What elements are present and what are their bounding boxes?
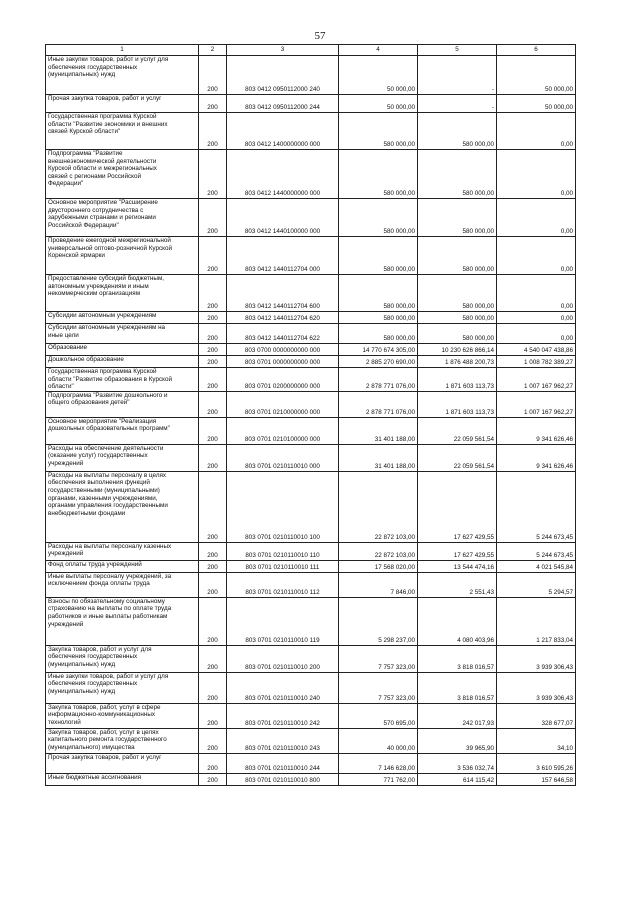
cell-name: Основное мероприятие "Расширение двустороннего сотрудничества с зарубежными странами и регионами Российской Федерации" xyxy=(46,199,199,237)
cell-v4: 580 000,00 xyxy=(339,199,418,237)
table-row xyxy=(46,444,576,471)
cell-code: 803 0701 0210110010 240 xyxy=(227,672,339,703)
table-row xyxy=(46,672,576,703)
cell-v4: 580 000,00 xyxy=(339,275,418,312)
cell-v6: 0,00 xyxy=(497,199,576,237)
cell-v4: 580 000,00 xyxy=(339,113,418,150)
cell-v5: 580 000,00 xyxy=(418,237,497,275)
cell-code: 803 0412 1440112704 600 xyxy=(227,275,339,312)
column-header: 5 xyxy=(418,45,497,56)
cell-grbs: 200 xyxy=(199,356,227,368)
cell-grbs: 200 xyxy=(199,753,227,773)
cell-v4: 31 401 188,00 xyxy=(339,444,418,471)
cell-code: 803 0701 0000000000 000 xyxy=(227,356,339,368)
cell-v5: 580 000,00 xyxy=(418,275,497,312)
cell-grbs: 200 xyxy=(199,672,227,703)
cell-v6: 157 646,58 xyxy=(497,773,576,785)
cell-name: Образование xyxy=(46,344,199,356)
table-row xyxy=(46,728,576,753)
table-row xyxy=(46,199,576,237)
cell-code: 803 0701 0210100000 000 xyxy=(227,417,339,444)
cell-v6: 3 939 306,43 xyxy=(497,672,576,703)
cell-v6: 0,00 xyxy=(497,113,576,150)
cell-code: 803 0701 0200000000 000 xyxy=(227,368,339,392)
cell-v5: 614 115,42 xyxy=(418,773,497,785)
cell-grbs: 200 xyxy=(199,113,227,150)
table-row xyxy=(46,237,576,275)
cell-v6: 34,10 xyxy=(497,728,576,753)
table-row xyxy=(46,344,576,356)
cell-v4: 771 762,00 xyxy=(339,773,418,785)
cell-v5: 22 059 561,54 xyxy=(418,444,497,471)
cell-v4: 22 872 103,00 xyxy=(339,471,418,542)
cell-v5: 13 544 474,16 xyxy=(418,560,497,572)
cell-v5: 580 000,00 xyxy=(418,312,497,324)
cell-v6: 0,00 xyxy=(497,324,576,344)
cell-grbs: 200 xyxy=(199,572,227,597)
cell-name: Закупка товаров, работ, услуг в целях капитального ремонта государственного (муниципального) имущества xyxy=(46,728,199,753)
cell-name: Прочая закупка товаров, работ и услуг xyxy=(46,753,199,773)
table-row xyxy=(46,773,576,785)
table-row xyxy=(46,56,576,95)
cell-grbs: 200 xyxy=(199,150,227,199)
cell-v4: 2 878 771 076,00 xyxy=(339,368,418,392)
cell-code: 803 0701 0210110010 100 xyxy=(227,471,339,542)
cell-v4: 2 885 270 690,00 xyxy=(339,356,418,368)
table-row xyxy=(46,150,576,199)
cell-v4: 7 757 323,00 xyxy=(339,645,418,672)
cell-name: Фонд оплаты труда учреждений xyxy=(46,560,199,572)
cell-grbs: 200 xyxy=(199,344,227,356)
cell-grbs: 200 xyxy=(199,560,227,572)
cell-v6: 5 294,57 xyxy=(497,572,576,597)
cell-grbs: 200 xyxy=(199,275,227,312)
cell-v6: 5 244 673,45 xyxy=(497,471,576,542)
cell-v6: 1 217 833,04 xyxy=(497,597,576,645)
cell-v5: 39 965,90 xyxy=(418,728,497,753)
cell-v6: 3 939 306,43 xyxy=(497,645,576,672)
page-number: 57 xyxy=(314,30,326,42)
cell-grbs: 200 xyxy=(199,444,227,471)
cell-v4: 5 298 237,00 xyxy=(339,597,418,645)
cell-v5: - xyxy=(418,95,497,113)
cell-v5: - xyxy=(418,56,497,95)
cell-v4: 580 000,00 xyxy=(339,312,418,324)
cell-name: Предоставление субсидий бюджетным, автономным учреждениям и иным некоммерческим организациям xyxy=(46,275,199,312)
cell-v5: 242 017,93 xyxy=(418,703,497,728)
cell-name: Дошкольное образование xyxy=(46,356,199,368)
cell-code: 803 0701 0210110010 110 xyxy=(227,542,339,560)
cell-v6: 9 341 626,46 xyxy=(497,417,576,444)
cell-code: 803 0412 0950112000 244 xyxy=(227,95,339,113)
table-row xyxy=(46,597,576,645)
cell-grbs: 200 xyxy=(199,542,227,560)
cell-v4: 40 000,00 xyxy=(339,728,418,753)
cell-v5: 2 551,43 xyxy=(418,572,497,597)
table-row xyxy=(46,753,576,773)
cell-v6: 0,00 xyxy=(497,312,576,324)
cell-v6: 328 677,07 xyxy=(497,703,576,728)
cell-name: Взносы по обязательному социальному страхованию на выплаты по оплате труда работников и иные выплаты работникам учреждений xyxy=(46,597,199,645)
cell-name: Иные закупки товаров, работ и услуг для обеспечения государственных (муниципальных) нужд xyxy=(46,56,199,95)
cell-v5: 3 818 016,57 xyxy=(418,672,497,703)
cell-v4: 31 401 188,00 xyxy=(339,417,418,444)
cell-v6: 50 000,00 xyxy=(497,56,576,95)
cell-v4: 2 878 771 076,00 xyxy=(339,391,418,417)
cell-v6: 0,00 xyxy=(497,150,576,199)
cell-v6: 5 244 673,45 xyxy=(497,542,576,560)
cell-code: 803 0701 0210110010 242 xyxy=(227,703,339,728)
table-row xyxy=(46,312,576,324)
cell-code: 803 0701 0210110010 200 xyxy=(227,645,339,672)
column-header: 1 xyxy=(46,45,199,56)
cell-v5: 17 627 429,55 xyxy=(418,471,497,542)
cell-v5: 1 876 488 200,73 xyxy=(418,356,497,368)
cell-code: 803 0701 0210110010 800 xyxy=(227,773,339,785)
cell-v4: 50 000,00 xyxy=(339,56,418,95)
cell-v4: 580 000,00 xyxy=(339,324,418,344)
column-header: 6 xyxy=(497,45,576,56)
table-row xyxy=(46,391,576,417)
column-header: 2 xyxy=(199,45,227,56)
cell-v6: 1 007 167 962,27 xyxy=(497,368,576,392)
cell-name: Закупка товаров, работ и услуг для обеспечения государственных (муниципальных) нужд xyxy=(46,645,199,672)
cell-name: Иные выплаты персоналу учреждений, за исключением фонда оплаты труда xyxy=(46,572,199,597)
cell-v4: 580 000,00 xyxy=(339,237,418,275)
cell-code: 803 0701 0210110010 243 xyxy=(227,728,339,753)
cell-v6: 1 007 167 962,27 xyxy=(497,391,576,417)
cell-code: 803 0412 1440112704 000 xyxy=(227,237,339,275)
table-row xyxy=(46,95,576,113)
cell-code: 803 0412 1440112704 620 xyxy=(227,312,339,324)
table-row xyxy=(46,560,576,572)
cell-v4: 7 146 628,00 xyxy=(339,753,418,773)
table-row xyxy=(46,356,576,368)
cell-grbs: 200 xyxy=(199,728,227,753)
cell-code: 803 0700 0000000000 000 xyxy=(227,344,339,356)
cell-v5: 22 059 561,54 xyxy=(418,417,497,444)
cell-name: Субсидии автономным учреждениям xyxy=(46,312,199,324)
cell-grbs: 200 xyxy=(199,368,227,392)
cell-grbs: 200 xyxy=(199,237,227,275)
cell-v6: 1 008 782 389,27 xyxy=(497,356,576,368)
column-header: 4 xyxy=(339,45,418,56)
cell-v6: 9 341 626,46 xyxy=(497,444,576,471)
cell-v4: 7 757 323,00 xyxy=(339,672,418,703)
cell-code: 803 0701 0210000000 000 xyxy=(227,391,339,417)
cell-v5: 10 230 626 866,14 xyxy=(418,344,497,356)
cell-v4: 22 872 103,00 xyxy=(339,542,418,560)
cell-name: Расходы на выплаты персоналу в целях обеспечения выполнения функций государственными (муниципальными) органами, казенными учреждениями, органами управления государственными внебюджетными фондами xyxy=(46,471,199,542)
cell-v4: 50 000,00 xyxy=(339,95,418,113)
cell-name: Подпрограмма "Развитие внешнеэкономической деятельности Курской области и межрегиональных связей с регионами Российской Федерации" xyxy=(46,150,199,199)
cell-v6: 50 000,00 xyxy=(497,95,576,113)
cell-grbs: 200 xyxy=(199,645,227,672)
cell-name: Проведение ежегодной межрегиональной универсальной оптово-розничной Курской Коренской ярмарки xyxy=(46,237,199,275)
cell-name: Субсидии автономным учреждениям на иные цели xyxy=(46,324,199,344)
cell-name: Основное мероприятие "Реализация дошкольных образовательных программ" xyxy=(46,417,199,444)
column-number-row xyxy=(46,45,576,56)
cell-code: 803 0412 1440000000 000 xyxy=(227,150,339,199)
table-row xyxy=(46,645,576,672)
cell-v5: 17 627 429,55 xyxy=(418,542,497,560)
cell-v4: 580 000,00 xyxy=(339,150,418,199)
cell-v5: 4 080 403,96 xyxy=(418,597,497,645)
cell-name: Иные закупки товаров, работ и услуг для обеспечения государственных (муниципальных) нужд xyxy=(46,672,199,703)
cell-v4: 570 695,00 xyxy=(339,703,418,728)
cell-code: 803 0412 1400000000 000 xyxy=(227,113,339,150)
cell-v5: 580 000,00 xyxy=(418,113,497,150)
cell-grbs: 200 xyxy=(199,471,227,542)
cell-name: Иные бюджетные ассигнования xyxy=(46,773,199,785)
cell-v5: 3 818 016,57 xyxy=(418,645,497,672)
cell-name: Государственная программа Курской области "Развитие экономики и внешних связей Курской области" xyxy=(46,113,199,150)
table-row xyxy=(46,417,576,444)
cell-grbs: 200 xyxy=(199,417,227,444)
cell-v4: 17 568 020,00 xyxy=(339,560,418,572)
cell-code: 803 0701 0210110010 244 xyxy=(227,753,339,773)
cell-grbs: 200 xyxy=(199,95,227,113)
cell-name: Расходы на выплаты персоналу казенных учреждений xyxy=(46,542,199,560)
cell-v5: 1 871 603 113,73 xyxy=(418,391,497,417)
table-row xyxy=(46,368,576,392)
cell-code: 803 0412 1440100000 000 xyxy=(227,199,339,237)
table-row xyxy=(46,572,576,597)
cell-name: Государственная программа Курской области "Развитие образования в Курской области" xyxy=(46,368,199,392)
cell-v6: 4 021 545,84 xyxy=(497,560,576,572)
table-body xyxy=(46,56,576,786)
cell-v5: 3 536 032,74 xyxy=(418,753,497,773)
cell-name: Подпрограмма "Развитие дошкольного и общего образования детей" xyxy=(46,391,199,417)
cell-grbs: 200 xyxy=(199,391,227,417)
cell-code: 803 0701 0210110010 112 xyxy=(227,572,339,597)
table-row xyxy=(46,471,576,542)
cell-v5: 580 000,00 xyxy=(418,150,497,199)
cell-code: 803 0701 0210110010 111 xyxy=(227,560,339,572)
cell-v6: 3 610 595,26 xyxy=(497,753,576,773)
cell-name: Прочая закупка товаров, работ и услуг xyxy=(46,95,199,113)
cell-grbs: 200 xyxy=(199,773,227,785)
cell-v5: 580 000,00 xyxy=(418,199,497,237)
cell-code: 803 0412 1440112704 622 xyxy=(227,324,339,344)
cell-grbs: 200 xyxy=(199,199,227,237)
cell-grbs: 200 xyxy=(199,597,227,645)
table-row xyxy=(46,113,576,150)
cell-name: Расходы на обеспечение деятельности (оказание услуг) государственных учреждений xyxy=(46,444,199,471)
table-row xyxy=(46,703,576,728)
cell-v5: 1 871 603 113,73 xyxy=(418,368,497,392)
budget-table xyxy=(45,44,576,786)
table-row xyxy=(46,275,576,312)
cell-code: 803 0701 0210110010 119 xyxy=(227,597,339,645)
cell-name: Закупка товаров, работ, услуг в сфере информационно-коммуникационных технологий xyxy=(46,703,199,728)
cell-v5: 580 000,00 xyxy=(418,324,497,344)
cell-grbs: 200 xyxy=(199,312,227,324)
cell-v6: 0,00 xyxy=(497,275,576,312)
table-row xyxy=(46,542,576,560)
cell-code: 803 0701 0210110010 000 xyxy=(227,444,339,471)
table-row xyxy=(46,324,576,344)
cell-grbs: 200 xyxy=(199,56,227,95)
column-header: 3 xyxy=(227,45,339,56)
cell-grbs: 200 xyxy=(199,703,227,728)
cell-grbs: 200 xyxy=(199,324,227,344)
cell-v6: 4 540 047 438,86 xyxy=(497,344,576,356)
cell-code: 803 0412 0950112000 240 xyxy=(227,56,339,95)
cell-v4: 14 770 674 305,00 xyxy=(339,344,418,356)
cell-v4: 7 846,00 xyxy=(339,572,418,597)
cell-v6: 0,00 xyxy=(497,237,576,275)
